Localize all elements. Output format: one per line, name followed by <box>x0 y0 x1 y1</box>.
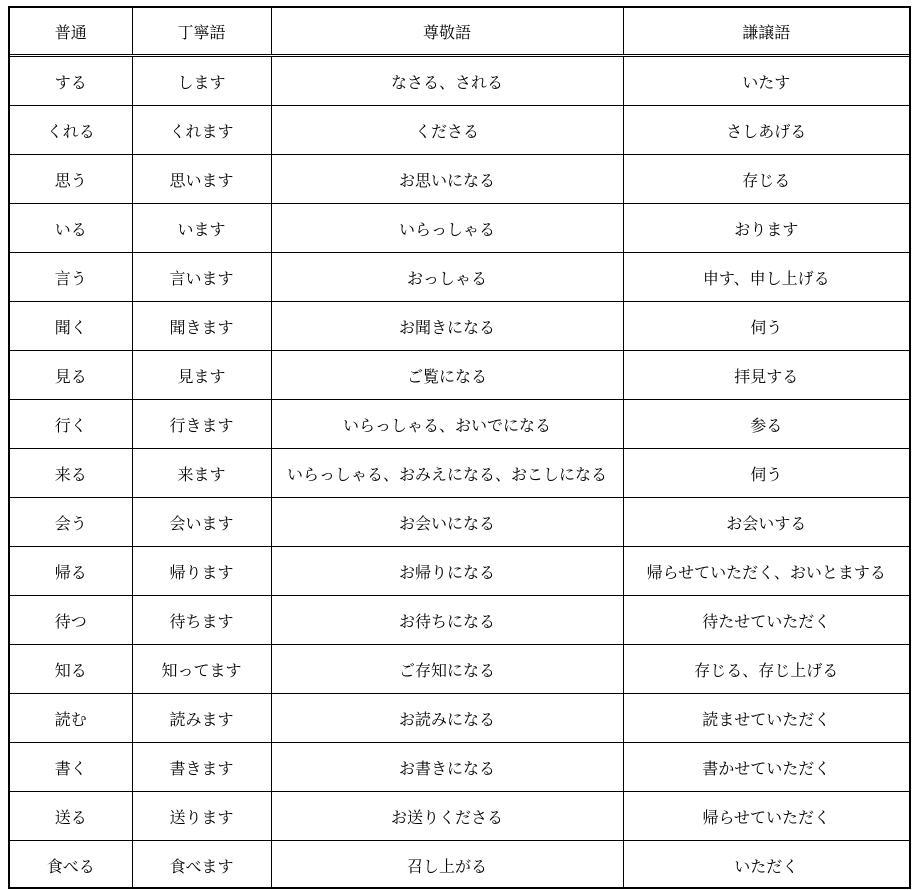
teineigo-cell: 言います <box>132 253 271 302</box>
table-row <box>10 204 909 253</box>
kenjougo-cell: 参る <box>623 400 909 449</box>
kenjougo-cell: さしあげる <box>623 106 909 155</box>
teineigo-cell: します <box>132 56 271 106</box>
kenjougo-cell: おります <box>623 204 909 253</box>
table-row <box>10 302 909 351</box>
teineigo-cell: 待ちます <box>132 596 271 645</box>
teineigo-cell: 見ます <box>132 351 271 400</box>
futsuu-cell: 会う <box>10 498 132 547</box>
kenjougo-cell: いたす <box>623 56 909 106</box>
sonkeigo-cell: お待ちになる <box>271 596 623 645</box>
sonkeigo-cell: お送りくださる <box>271 792 623 841</box>
header-futsuu: 普通 <box>10 8 132 56</box>
teineigo-cell: 帰ります <box>132 547 271 596</box>
sonkeigo-cell: おっしゃる <box>271 253 623 302</box>
table-row <box>10 743 909 792</box>
sonkeigo-cell: なさる、される <box>271 56 623 106</box>
futsuu-cell: 待つ <box>10 596 132 645</box>
futsuu-cell: 食べる <box>10 841 132 890</box>
kenjougo-cell: 帰らせていただく、おいとまする <box>623 547 909 596</box>
teineigo-cell: 送ります <box>132 792 271 841</box>
keigo-table-frame <box>8 6 911 889</box>
futsuu-cell: 書く <box>10 743 132 792</box>
header-sonkeigo: 尊敬語 <box>271 8 623 56</box>
header-kenjougo: 謙譲語 <box>623 8 909 56</box>
teineigo-cell: 行きます <box>132 400 271 449</box>
kenjougo-cell: いただく <box>623 841 909 890</box>
teineigo-cell: 知ってます <box>132 645 271 694</box>
sonkeigo-cell: くださる <box>271 106 623 155</box>
teineigo-cell: 来ます <box>132 449 271 498</box>
sonkeigo-cell: いらっしゃる <box>271 204 623 253</box>
teineigo-cell: 読みます <box>132 694 271 743</box>
keigo-table <box>10 8 909 889</box>
header-row <box>10 8 909 56</box>
sonkeigo-cell: ご存知になる <box>271 645 623 694</box>
table-row <box>10 645 909 694</box>
table-row <box>10 694 909 743</box>
kenjougo-cell: 待たせていただく <box>623 596 909 645</box>
sonkeigo-cell: お会いになる <box>271 498 623 547</box>
kenjougo-cell: 読ませていただく <box>623 694 909 743</box>
futsuu-cell: 帰る <box>10 547 132 596</box>
table-body <box>10 56 909 890</box>
kenjougo-cell: 拝見する <box>623 351 909 400</box>
table-row <box>10 56 909 106</box>
sonkeigo-cell: お思いになる <box>271 155 623 204</box>
table-row <box>10 400 909 449</box>
table-row <box>10 498 909 547</box>
teineigo-cell: 食べます <box>132 841 271 890</box>
table-row <box>10 106 909 155</box>
futsuu-cell: 聞く <box>10 302 132 351</box>
kenjougo-cell: 書かせていただく <box>623 743 909 792</box>
futsuu-cell: 見る <box>10 351 132 400</box>
sonkeigo-cell: お読みになる <box>271 694 623 743</box>
futsuu-cell: する <box>10 56 132 106</box>
futsuu-cell: いる <box>10 204 132 253</box>
table-row <box>10 841 909 890</box>
sonkeigo-cell: お書きになる <box>271 743 623 792</box>
table-header <box>10 8 909 56</box>
futsuu-cell: 送る <box>10 792 132 841</box>
header-teineigo: 丁寧語 <box>132 8 271 56</box>
futsuu-cell: 行く <box>10 400 132 449</box>
teineigo-cell: くれます <box>132 106 271 155</box>
futsuu-cell: 知る <box>10 645 132 694</box>
futsuu-cell: 思う <box>10 155 132 204</box>
sonkeigo-cell: いらっしゃる、おみえになる、おこしになる <box>271 449 623 498</box>
table-row <box>10 155 909 204</box>
kenjougo-cell: 伺う <box>623 302 909 351</box>
sonkeigo-cell: お帰りになる <box>271 547 623 596</box>
teineigo-cell: 思います <box>132 155 271 204</box>
futsuu-cell: くれる <box>10 106 132 155</box>
table-row <box>10 253 909 302</box>
teineigo-cell: います <box>132 204 271 253</box>
sonkeigo-cell: お聞きになる <box>271 302 623 351</box>
table-row <box>10 351 909 400</box>
table-row <box>10 547 909 596</box>
kenjougo-cell: 存じる <box>623 155 909 204</box>
table-row <box>10 596 909 645</box>
kenjougo-cell: 申す、申し上げる <box>623 253 909 302</box>
sonkeigo-cell: ご覧になる <box>271 351 623 400</box>
kenjougo-cell: お会いする <box>623 498 909 547</box>
futsuu-cell: 来る <box>10 449 132 498</box>
futsuu-cell: 言う <box>10 253 132 302</box>
kenjougo-cell: 伺う <box>623 449 909 498</box>
teineigo-cell: 会います <box>132 498 271 547</box>
kenjougo-cell: 帰らせていただく <box>623 792 909 841</box>
table-row <box>10 792 909 841</box>
teineigo-cell: 聞きます <box>132 302 271 351</box>
teineigo-cell: 書きます <box>132 743 271 792</box>
kenjougo-cell: 存じる、存じ上げる <box>623 645 909 694</box>
futsuu-cell: 読む <box>10 694 132 743</box>
table-row <box>10 449 909 498</box>
sonkeigo-cell: 召し上がる <box>271 841 623 890</box>
sonkeigo-cell: いらっしゃる、おいでになる <box>271 400 623 449</box>
